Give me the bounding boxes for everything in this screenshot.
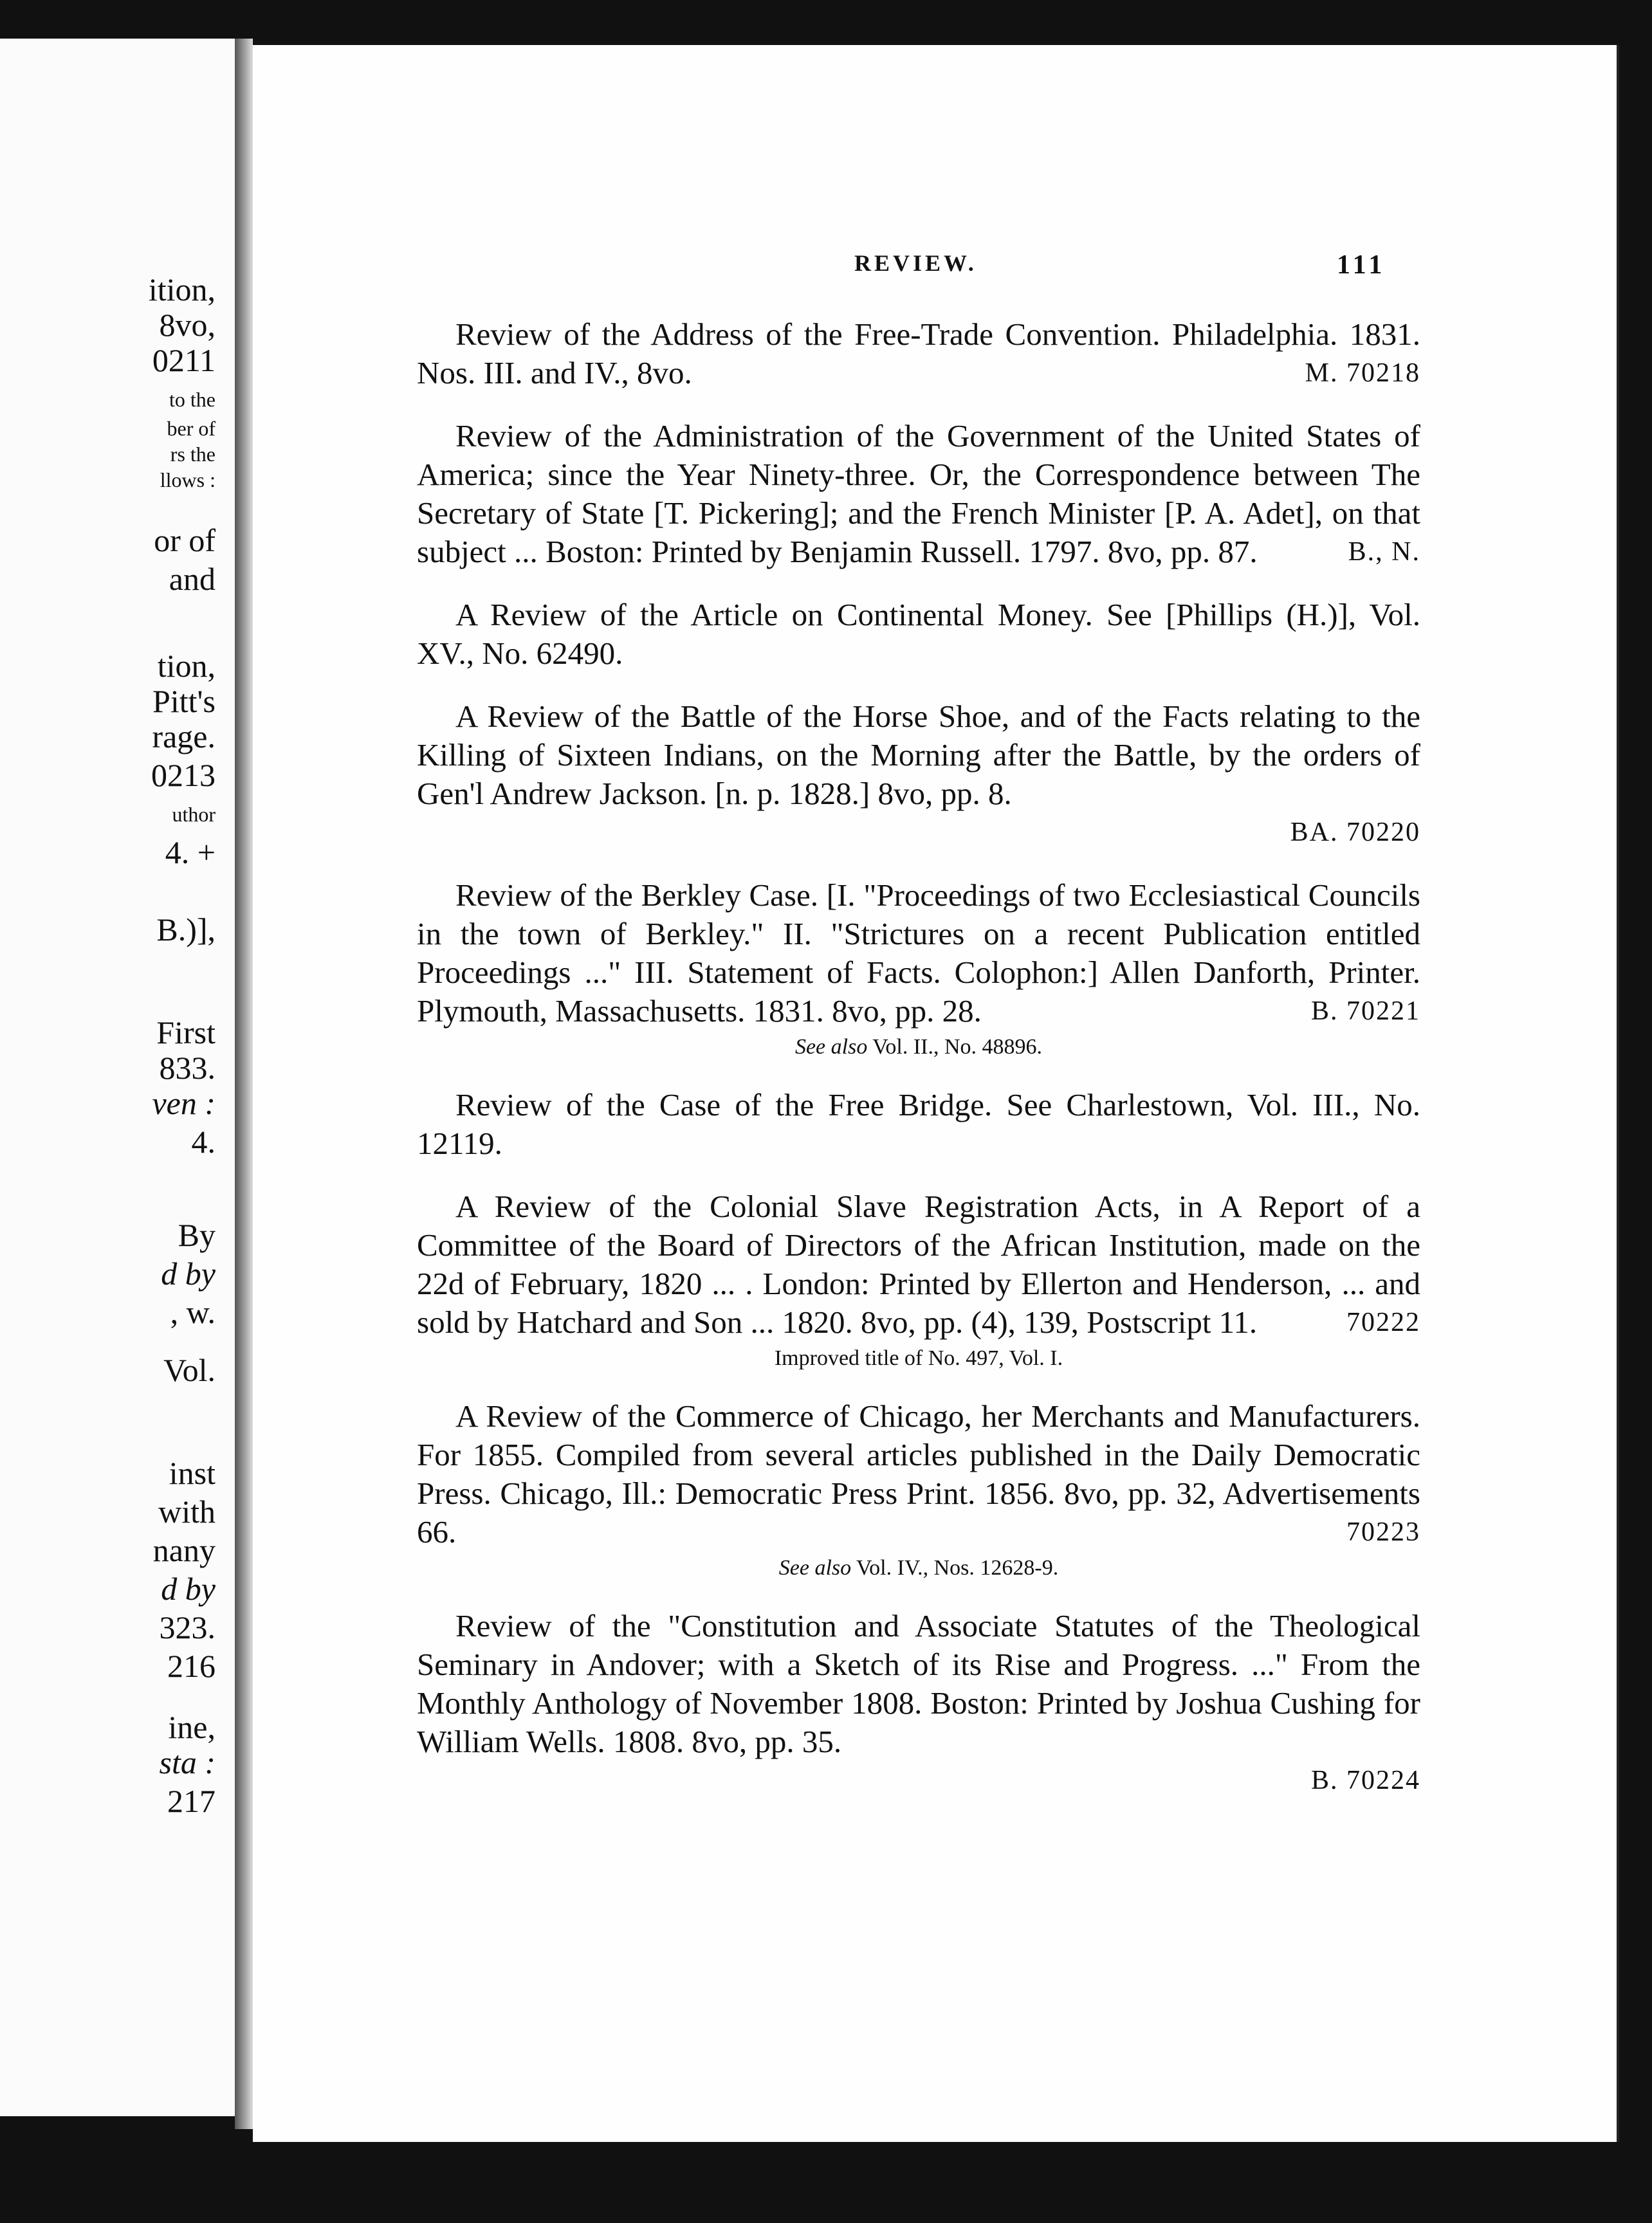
bibliography-entry: [417, 697, 1420, 852]
entry-reference-number: 70222: [1346, 1308, 1420, 1337]
bibliography-entry: [417, 1086, 1420, 1163]
bibliography-entry: [417, 315, 1420, 392]
left-page-fragment: 323.: [159, 1609, 216, 1645]
left-page-fragment: 8vo,: [159, 307, 216, 343]
left-page-fragment: Vol.: [163, 1352, 216, 1388]
left-page-fragment: d by: [161, 1571, 216, 1607]
left-page-fragment: ven :: [152, 1085, 216, 1121]
see-also-text: Improved title of No. 497, Vol. I.: [774, 1346, 1063, 1370]
see-also-text: Vol. IV., Nos. 12628-9.: [856, 1556, 1059, 1580]
left-page-fragment: ition,: [148, 271, 216, 307]
left-page-fragment: 833.: [159, 1050, 216, 1086]
entry-reference-number: M. 70218: [1305, 358, 1420, 388]
entry-reference-number: BA. 70220: [1290, 818, 1420, 847]
left-page-fragment: 4.: [191, 1124, 216, 1160]
bibliography-entry: [417, 1187, 1420, 1373]
entry-text: Review of the Administration of the Government of the United States of America; since the Year Ninety-three. Or, the Correspondence between The Secretary of State [T. Pickering]; and the French Minister [P. A. Adet], on that subject ... Boston: Printed by Benjamin Russell. 1797. 8vo, pp. 87.: [417, 418, 1420, 569]
left-page-fragment: ine,: [168, 1709, 216, 1745]
bibliography-entries: [417, 315, 1420, 1824]
left-page-fragment: First: [156, 1014, 216, 1050]
previous-page-edge: [0, 39, 237, 2116]
entry-text: Review of the Address of the Free-Trade Convention. Philadelphia. 1831. Nos. III. and IV., 8vo.: [417, 316, 1420, 390]
left-page-fragment: By: [178, 1217, 216, 1253]
left-page-fragment: 216: [167, 1648, 216, 1684]
left-page-fragment: 217: [167, 1783, 216, 1819]
left-page-fragment: d by: [161, 1256, 216, 1292]
left-page-fragment: nany: [152, 1532, 216, 1568]
running-head: REVIEW.: [854, 250, 977, 276]
left-page-fragment: , w.: [170, 1294, 216, 1330]
page-gutter: [235, 39, 253, 2129]
left-page-fragment: with: [158, 1494, 216, 1530]
bibliography-entry: [417, 417, 1420, 571]
left-page-fragment: rs the: [170, 443, 216, 466]
page-number: 111: [1337, 250, 1386, 280]
see-also-label: See also: [778, 1556, 852, 1580]
left-page-fragment: 0213: [151, 757, 216, 793]
left-page-fragment: 0211: [152, 342, 216, 378]
left-page-fragment: uthor: [172, 803, 216, 826]
left-page-fragment: to the: [169, 388, 216, 411]
left-page-fragment: tion,: [157, 648, 216, 684]
bibliography-entry: [417, 596, 1420, 673]
see-also-note: [417, 1344, 1420, 1373]
entry-reference-number: B. 70221: [1310, 996, 1420, 1026]
left-page-fragment: 4. +: [165, 834, 216, 870]
entry-reference-number: 70223: [1346, 1517, 1420, 1547]
page-header: [253, 250, 1617, 288]
entry-text: A Review of the Article on Continental Money. See [Phillips (H.)], Vol. XV., No. 62490.: [417, 597, 1420, 671]
see-also-label: See also: [794, 1035, 868, 1059]
entry-reference-number: B., N.: [1348, 537, 1420, 567]
bibliography-entry: [417, 1607, 1420, 1800]
left-page-fragment: rage.: [152, 718, 216, 755]
left-page-fragment: and: [169, 561, 216, 597]
entry-reference-number: B. 70224: [1310, 1766, 1420, 1795]
entry-text: Review of the Berkley Case. [I. "Proceedings of two Ecclesiastical Councils in the town of Berkley." II. "Strictures on a recent Publication entitled Proceedings ..." III. Statement of Facts. Colophon:] Allen Danforth, Printer. Plymouth, Massachusetts. 1831. 8vo, pp. 28.: [417, 877, 1420, 1029]
left-page-fragment: B.)],: [156, 911, 216, 947]
bibliography-entry: [417, 1397, 1420, 1582]
left-page-fragment: ber of: [167, 417, 216, 440]
see-also-text: Vol. II., No. 48896.: [872, 1035, 1043, 1059]
left-page-fragment: Pitt's: [152, 683, 216, 719]
left-page-fragment: or of: [154, 522, 216, 558]
book-page: [253, 45, 1619, 2142]
entry-text: A Review of the Commerce of Chicago, her Merchants and Manufacturers. For 1855. Compiled from several articles published in the Daily Democratic Press. Chicago, Ill.: Democratic Press Print. 1856. 8vo, pp. 32, Advertisements 66.: [417, 1398, 1420, 1550]
see-also-note: [417, 1033, 1420, 1061]
entry-text: A Review of the Battle of the Horse Shoe, and of the Facts relating to the Killing of Sixteen Indians, on the Morning after the Battle, by the orders of Gen'l Andrew Jackson. [n. p. 1828.] 8vo, pp. 8.: [417, 699, 1420, 811]
entry-text: Review of the "Constitution and Associate Statutes of the Theological Seminary in Andover; with a Sketch of its Rise and Progress. ..." From the Monthly Anthology of November 1808. Boston: Printed by Joshua Cushing for William Wells. 1808. 8vo, pp. 35.: [417, 1608, 1420, 1759]
entry-text: A Review of the Colonial Slave Registration Acts, in A Report of a Committee of the Board of Directors of the African Institution, made on the 22d of February, 1820 ... . London: Printed by Ellerton and Henderson, ... and sold by Hatchard and Son ... 1820. 8vo, pp. (4), 139, Postscript 11.: [417, 1189, 1420, 1340]
left-page-fragment: sta :: [159, 1744, 216, 1780]
left-page-fragment: inst: [169, 1455, 216, 1491]
bibliography-entry: [417, 876, 1420, 1061]
left-page-fragment: llows :: [160, 468, 216, 491]
see-also-note: [417, 1554, 1420, 1582]
entry-text: Review of the Case of the Free Bridge. See Charlestown, Vol. III., No. 12119.: [417, 1087, 1420, 1161]
